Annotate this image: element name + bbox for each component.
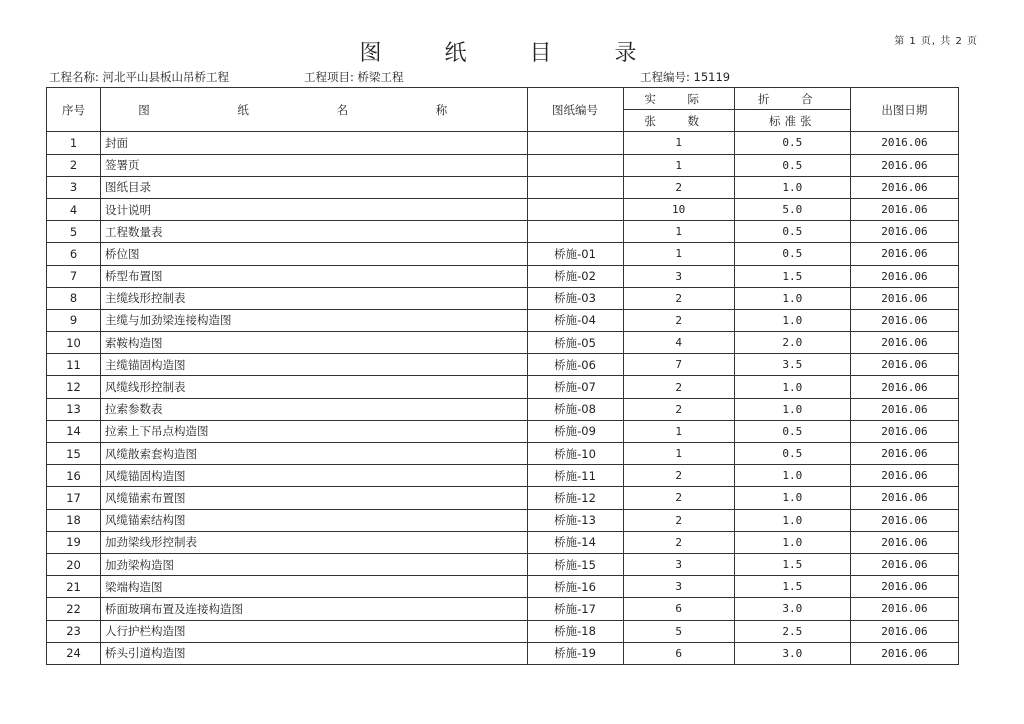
row-standard-sheets: 1.0 xyxy=(734,487,850,509)
row-drawing-name: 桥型布置图 xyxy=(101,265,527,287)
row-drawing-code xyxy=(527,176,623,198)
row-standard-sheets: 1.0 xyxy=(734,287,850,309)
row-issue-date: 2016.06 xyxy=(850,420,958,442)
row-seq: 18 xyxy=(47,509,101,531)
row-seq: 10 xyxy=(47,332,101,354)
row-issue-date: 2016.06 xyxy=(850,198,958,220)
row-standard-sheets: 0.5 xyxy=(734,243,850,265)
row-drawing-code: 桥施-12 xyxy=(527,487,623,509)
row-seq: 8 xyxy=(47,287,101,309)
row-drawing-name: 人行护栏构造图 xyxy=(101,620,527,642)
row-standard-sheets: 3.0 xyxy=(734,598,850,620)
row-standard-sheets: 1.0 xyxy=(734,176,850,198)
row-drawing-name: 风缆散索套构造图 xyxy=(101,443,527,465)
row-drawing-code xyxy=(527,154,623,176)
row-drawing-code xyxy=(527,198,623,220)
row-standard-sheets: 0.5 xyxy=(734,154,850,176)
table-row xyxy=(47,354,959,376)
row-issue-date: 2016.06 xyxy=(850,132,958,154)
table-row xyxy=(47,154,959,176)
row-drawing-name: 桥头引道构造图 xyxy=(101,642,527,664)
row-drawing-name: 加劲梁线形控制表 xyxy=(101,531,527,553)
row-issue-date: 2016.06 xyxy=(850,354,958,376)
row-drawing-name: 拉索参数表 xyxy=(101,398,527,420)
row-standard-sheets: 1.0 xyxy=(734,309,850,331)
row-actual-sheets: 3 xyxy=(623,265,734,287)
row-issue-date: 2016.06 xyxy=(850,620,958,642)
table-row xyxy=(47,487,959,509)
row-standard-sheets: 2.0 xyxy=(734,332,850,354)
row-standard-sheets: 0.5 xyxy=(734,420,850,442)
row-seq: 19 xyxy=(47,531,101,553)
row-drawing-code: 桥施-13 xyxy=(527,509,623,531)
row-actual-sheets: 1 xyxy=(623,443,734,465)
row-drawing-code: 桥施-03 xyxy=(527,287,623,309)
row-seq: 4 xyxy=(47,198,101,220)
header-actual-bottom: 张 数 xyxy=(623,110,734,132)
row-drawing-code xyxy=(527,132,623,154)
row-drawing-code: 桥施-04 xyxy=(527,309,623,331)
row-actual-sheets: 2 xyxy=(623,376,734,398)
row-seq: 11 xyxy=(47,354,101,376)
row-actual-sheets: 1 xyxy=(623,420,734,442)
row-seq: 14 xyxy=(47,420,101,442)
row-standard-sheets: 1.5 xyxy=(734,576,850,598)
row-actual-sheets: 7 xyxy=(623,354,734,376)
row-drawing-name: 索鞍构造图 xyxy=(101,332,527,354)
row-seq: 23 xyxy=(47,620,101,642)
row-actual-sheets: 3 xyxy=(623,553,734,575)
row-drawing-name: 风缆锚索布置图 xyxy=(101,487,527,509)
row-issue-date: 2016.06 xyxy=(850,487,958,509)
row-drawing-code: 桥施-10 xyxy=(527,443,623,465)
row-seq: 7 xyxy=(47,265,101,287)
row-drawing-name: 工程数量表 xyxy=(101,221,527,243)
row-drawing-name: 梁端构造图 xyxy=(101,576,527,598)
row-drawing-code: 桥施-19 xyxy=(527,642,623,664)
row-seq: 2 xyxy=(47,154,101,176)
row-drawing-name: 风缆锚固构造图 xyxy=(101,465,527,487)
row-seq: 3 xyxy=(47,176,101,198)
page-indicator: 第 1 页, 共 2 页 xyxy=(894,36,978,47)
row-standard-sheets: 1.0 xyxy=(734,509,850,531)
table-row xyxy=(47,243,959,265)
row-actual-sheets: 2 xyxy=(623,309,734,331)
row-actual-sheets: 5 xyxy=(623,620,734,642)
row-seq: 20 xyxy=(47,553,101,575)
row-seq: 24 xyxy=(47,642,101,664)
project-name: 工程名称: 河北平山县板山吊桥工程 xyxy=(49,70,230,84)
row-drawing-name: 封面 xyxy=(101,132,527,154)
row-standard-sheets: 1.5 xyxy=(734,553,850,575)
row-drawing-name: 主缆与加劲梁连接构造图 xyxy=(101,309,527,331)
row-drawing-code: 桥施-01 xyxy=(527,243,623,265)
table-row xyxy=(47,576,959,598)
row-issue-date: 2016.06 xyxy=(850,509,958,531)
row-issue-date: 2016.06 xyxy=(850,576,958,598)
row-seq: 21 xyxy=(47,576,101,598)
table-row xyxy=(47,287,959,309)
row-seq: 16 xyxy=(47,465,101,487)
table-row xyxy=(47,598,959,620)
row-drawing-name: 加劲梁构造图 xyxy=(101,553,527,575)
row-issue-date: 2016.06 xyxy=(850,176,958,198)
row-drawing-code: 桥施-06 xyxy=(527,354,623,376)
table-row xyxy=(47,509,959,531)
row-issue-date: 2016.06 xyxy=(850,553,958,575)
header-std-bottom: 标准张 xyxy=(734,110,850,132)
row-standard-sheets: 3.0 xyxy=(734,642,850,664)
row-seq: 13 xyxy=(47,398,101,420)
row-standard-sheets: 0.5 xyxy=(734,443,850,465)
header-seq: 序号 xyxy=(47,88,101,132)
row-seq: 5 xyxy=(47,221,101,243)
row-drawing-code: 桥施-17 xyxy=(527,598,623,620)
row-actual-sheets: 3 xyxy=(623,576,734,598)
table-row xyxy=(47,309,959,331)
row-drawing-name: 签署页 xyxy=(101,154,527,176)
row-actual-sheets: 1 xyxy=(623,154,734,176)
row-standard-sheets: 1.5 xyxy=(734,265,850,287)
row-issue-date: 2016.06 xyxy=(850,287,958,309)
project-item: 工程项目: 桥梁工程 xyxy=(304,70,404,84)
row-actual-sheets: 4 xyxy=(623,332,734,354)
document-title: 图 纸 目 录 xyxy=(359,41,665,66)
row-drawing-code: 桥施-15 xyxy=(527,553,623,575)
row-seq: 9 xyxy=(47,309,101,331)
row-issue-date: 2016.06 xyxy=(850,332,958,354)
row-seq: 17 xyxy=(47,487,101,509)
table-row xyxy=(47,620,959,642)
row-actual-sheets: 1 xyxy=(623,243,734,265)
header-date: 出图日期 xyxy=(850,88,958,132)
row-standard-sheets: 0.5 xyxy=(734,221,850,243)
row-seq: 12 xyxy=(47,376,101,398)
row-drawing-name: 风缆线形控制表 xyxy=(101,376,527,398)
row-issue-date: 2016.06 xyxy=(850,598,958,620)
row-actual-sheets: 1 xyxy=(623,132,734,154)
row-seq: 22 xyxy=(47,598,101,620)
row-issue-date: 2016.06 xyxy=(850,465,958,487)
drawing-catalog-table xyxy=(46,87,959,665)
row-issue-date: 2016.06 xyxy=(850,154,958,176)
row-actual-sheets: 6 xyxy=(623,642,734,664)
row-seq: 6 xyxy=(47,243,101,265)
row-drawing-name: 设计说明 xyxy=(101,198,527,220)
table-row xyxy=(47,176,959,198)
row-actual-sheets: 2 xyxy=(623,398,734,420)
header-name: 图 纸 名 称 xyxy=(101,88,527,132)
row-standard-sheets: 0.5 xyxy=(734,132,850,154)
row-actual-sheets: 2 xyxy=(623,176,734,198)
row-drawing-code: 桥施-07 xyxy=(527,376,623,398)
row-standard-sheets: 1.0 xyxy=(734,398,850,420)
row-actual-sheets: 2 xyxy=(623,531,734,553)
row-drawing-code: 桥施-18 xyxy=(527,620,623,642)
header-std-top: 折 合 xyxy=(734,88,850,110)
row-standard-sheets: 1.0 xyxy=(734,376,850,398)
table-row xyxy=(47,443,959,465)
row-drawing-code: 桥施-11 xyxy=(527,465,623,487)
table-row xyxy=(47,553,959,575)
row-issue-date: 2016.06 xyxy=(850,398,958,420)
table-row xyxy=(47,221,959,243)
row-drawing-code: 桥施-05 xyxy=(527,332,623,354)
table-body xyxy=(47,132,959,665)
row-drawing-code: 桥施-16 xyxy=(527,576,623,598)
row-issue-date: 2016.06 xyxy=(850,443,958,465)
row-issue-date: 2016.06 xyxy=(850,531,958,553)
row-actual-sheets: 1 xyxy=(623,221,734,243)
row-drawing-code: 桥施-09 xyxy=(527,420,623,442)
table-row xyxy=(47,420,959,442)
row-drawing-name: 图纸目录 xyxy=(101,176,527,198)
row-drawing-name: 桥位图 xyxy=(101,243,527,265)
row-drawing-code: 桥施-02 xyxy=(527,265,623,287)
row-issue-date: 2016.06 xyxy=(850,265,958,287)
row-standard-sheets: 1.0 xyxy=(734,465,850,487)
row-drawing-name: 主缆线形控制表 xyxy=(101,287,527,309)
row-issue-date: 2016.06 xyxy=(850,642,958,664)
table-row xyxy=(47,198,959,220)
row-drawing-code xyxy=(527,221,623,243)
row-drawing-name: 桥面玻璃布置及连接构造图 xyxy=(101,598,527,620)
header-actual-top: 实 际 xyxy=(623,88,734,110)
row-drawing-name: 风缆锚索结构图 xyxy=(101,509,527,531)
row-issue-date: 2016.06 xyxy=(850,309,958,331)
row-standard-sheets: 5.0 xyxy=(734,198,850,220)
table-row xyxy=(47,398,959,420)
row-actual-sheets: 6 xyxy=(623,598,734,620)
row-seq: 1 xyxy=(47,132,101,154)
table-row xyxy=(47,132,959,154)
table-header xyxy=(47,88,959,132)
row-actual-sheets: 2 xyxy=(623,465,734,487)
row-standard-sheets: 3.5 xyxy=(734,354,850,376)
row-issue-date: 2016.06 xyxy=(850,376,958,398)
row-drawing-code: 桥施-14 xyxy=(527,531,623,553)
row-drawing-name: 拉索上下吊点构造图 xyxy=(101,420,527,442)
table-row xyxy=(47,531,959,553)
header-code: 图纸编号 xyxy=(527,88,623,132)
row-seq: 15 xyxy=(47,443,101,465)
project-code: 工程编号: 15119 xyxy=(640,70,731,84)
table-row xyxy=(47,642,959,664)
row-actual-sheets: 10 xyxy=(623,198,734,220)
row-drawing-code: 桥施-08 xyxy=(527,398,623,420)
table-row xyxy=(47,265,959,287)
row-drawing-name: 主缆锚固构造图 xyxy=(101,354,527,376)
table-row xyxy=(47,465,959,487)
row-issue-date: 2016.06 xyxy=(850,221,958,243)
table-row xyxy=(47,332,959,354)
row-actual-sheets: 2 xyxy=(623,287,734,309)
row-standard-sheets: 1.0 xyxy=(734,531,850,553)
row-actual-sheets: 2 xyxy=(623,509,734,531)
row-actual-sheets: 2 xyxy=(623,487,734,509)
table-row xyxy=(47,376,959,398)
row-standard-sheets: 2.5 xyxy=(734,620,850,642)
row-issue-date: 2016.06 xyxy=(850,243,958,265)
